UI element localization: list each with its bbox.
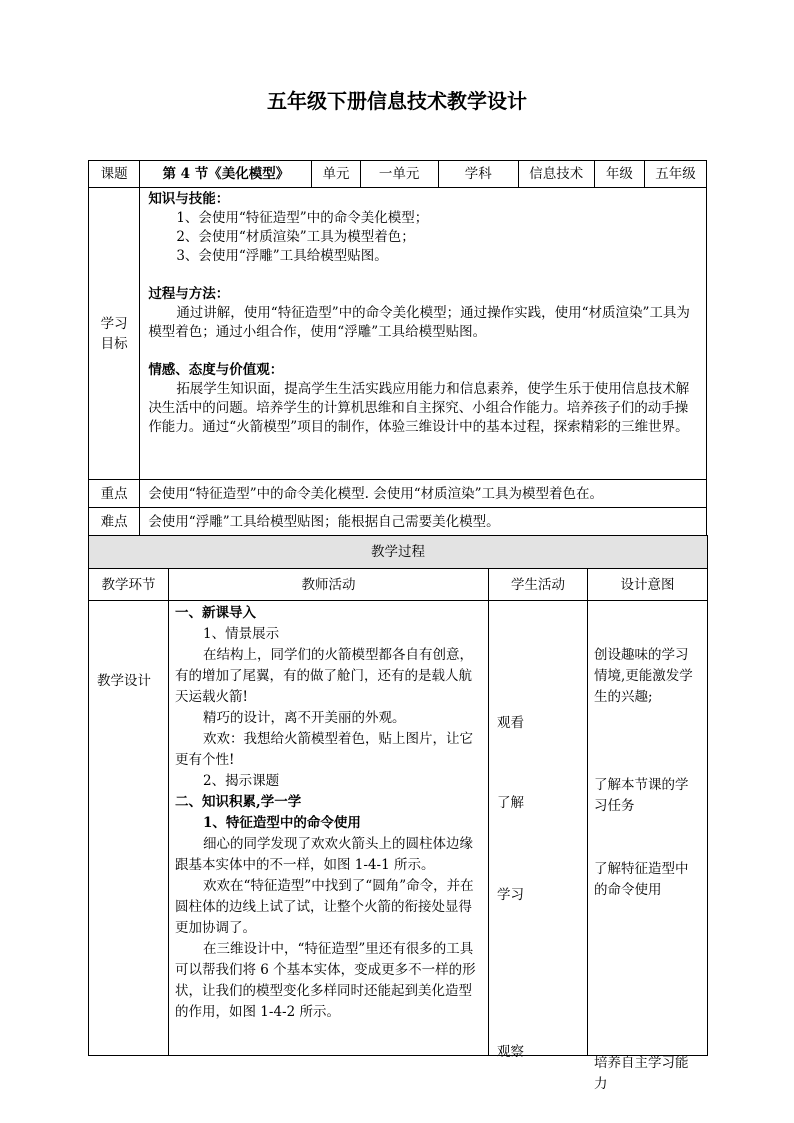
intent-item: 了解本节课的学习任务 xyxy=(594,777,689,814)
lesson-label: 课题 xyxy=(89,161,140,188)
teacher-line: 一、新课导入 xyxy=(175,605,256,621)
teacher-line: 在三维设计中，“特征造型”里还有很多的工具可以帮我们将 6 个基本实体，变成更多不一样的形状，让我们的模型变化多样同时还能起到美化造型的作用，如图 1-4-2 所示。 xyxy=(175,941,476,1020)
process-text: 通过讲解，使用“特征造型”中的命令美化模型；通过操作实践，使用“材质渲染”工具为模型着色；通过小组合作，使用“浮雕”工具给模型贴图。 xyxy=(148,305,690,340)
teacher-line: 欢欢在“特征造型”中找到了“圆角”命令，并在圆柱体的边线上试了试，让整个火箭的衔接处显得更加协调了。 xyxy=(175,878,474,936)
difficulty-label: 难点 xyxy=(89,508,140,536)
knowledge-item: 2、会使用“材质渲染”工具为模型着色； xyxy=(176,229,415,245)
student-item: 观看 xyxy=(497,715,524,731)
knowledge-heading: 知识与技能： xyxy=(148,191,230,207)
goals-label-line2: 目标 xyxy=(100,335,128,352)
difficulty-text: 会使用“浮雕”工具给模型贴图；能根据自己需要美化模型。 xyxy=(140,508,707,536)
page-title: 五年级下册信息技术教学设计 xyxy=(267,89,527,113)
process-title: 教学过程 xyxy=(89,536,708,569)
lesson-value: 第 4 节《美化模型》 xyxy=(140,161,312,188)
design-intent-cell xyxy=(588,601,708,1092)
col-student-header: 学生活动 xyxy=(489,569,588,601)
knowledge-item: 1、会使用“特征造型”中的命令美化模型； xyxy=(176,210,429,226)
intent-item: 创设趣味的学习情境,更能激发学生的兴趣; xyxy=(594,647,693,705)
unit-label: 单元 xyxy=(312,161,360,188)
stage-value: 教学设计 xyxy=(97,673,151,689)
goals-label-line1: 学习 xyxy=(100,315,128,332)
col-teacher-header: 教师活动 xyxy=(169,569,489,601)
teacher-line: 细心的同学发现了欢欢火箭头上的圆柱体边缘跟基本实体中的不一样，如图 1-4-1 所示。 xyxy=(175,836,473,873)
teacher-line: 二、知识积累,学一学 xyxy=(175,794,302,810)
unit-value: 一单元 xyxy=(360,161,438,188)
emotion-text: 拓展学生知识面，提高学生生活实践应用能力和信息素养，使学生乐于使用信息技术解决生活中的问题。培养学生的计算机思维和自主探究、小组合作能力。培养孩子们的动手操作能力。通过“火箭模型”项目的制作，体验三维设计中的基本过程，探索精彩的三维世界。 xyxy=(148,381,690,435)
goals-content xyxy=(140,188,707,480)
key-point-text: 会使用“特征造型”中的命令美化模型. 会使用“材质渲染”工具为模型着色在。 xyxy=(140,480,707,508)
key-point-label: 重点 xyxy=(89,480,140,508)
teacher-line: 欢欢：我想给火箭模型着色，贴上图片，让它更有个性! xyxy=(175,731,473,768)
teacher-line: 2、揭示课题 xyxy=(203,773,280,789)
subject-label: 学科 xyxy=(438,161,518,188)
grade-label: 年级 xyxy=(594,161,644,188)
grade-value: 五年级 xyxy=(644,161,706,188)
student-activity-cell xyxy=(489,601,588,1060)
teacher-line: 在结构上，同学们的火箭模型都各自有创意，有的增加了尾翼，有的做了舱门，还有的是载人航天运载火箭! xyxy=(175,647,473,705)
intent-item: 了解特征造型中的命令使用 xyxy=(594,861,689,898)
student-item: 观察 xyxy=(497,1044,524,1060)
emotion-heading: 情感、态度与价值观： xyxy=(148,362,284,378)
teacher-line: 1、特征造型中的命令使用 xyxy=(203,815,361,831)
knowledge-item: 3、会使用“浮雕”工具给模型贴图。 xyxy=(176,248,388,264)
col-intent-header: 设计意图 xyxy=(588,569,708,601)
intent-item: 培养自主学习能力 xyxy=(594,1055,689,1092)
teaching-process-table xyxy=(88,535,708,1092)
col-stage-header: 教学环节 xyxy=(89,569,169,601)
stage-cell xyxy=(89,601,169,1056)
student-item: 了解 xyxy=(497,795,524,811)
student-item: 学习 xyxy=(497,887,524,903)
teacher-line: 精巧的设计，离不开美丽的外观。 xyxy=(203,710,406,726)
subject-value: 信息技术 xyxy=(518,161,594,188)
teacher-line: 1、情景展示 xyxy=(203,626,280,642)
goals-label xyxy=(89,188,140,480)
lesson-info-table xyxy=(88,160,707,536)
process-heading: 过程与方法： xyxy=(148,286,230,302)
teacher-activity-cell xyxy=(169,601,489,1056)
